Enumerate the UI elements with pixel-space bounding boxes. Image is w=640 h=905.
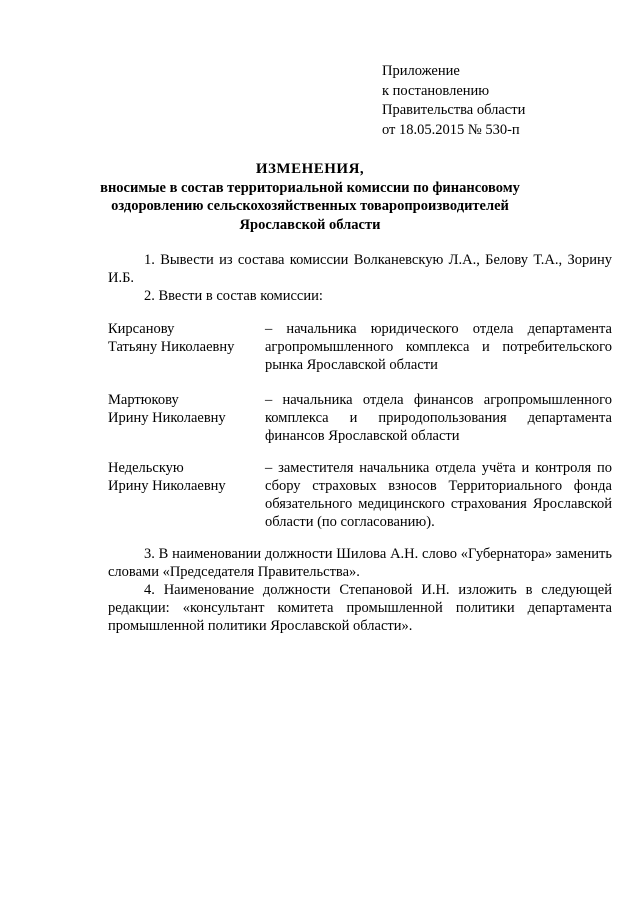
appendix-block [382, 62, 525, 140]
appendix-line: к постановлению [382, 82, 490, 99]
appendix-line: Приложение [382, 63, 460, 79]
member-given-names: Ирину Николаевну [108, 478, 226, 494]
appendix-line: Правительства области [382, 102, 526, 118]
paragraph-4: 4. Наименование должности Степановой И.Н. изложить в следующей редакции: «консультант комитета промышленной политики департамента промышленной политики Ярославской области». [108, 582, 612, 634]
title-subline: вносимые в состав территориальной комиссии по финансовому [100, 179, 520, 196]
member-surname: Мартюкову [108, 392, 179, 408]
paragraph-2: 2. Ввести в состав комиссии: [144, 288, 323, 304]
member-surname: Кирсанову [108, 321, 175, 337]
member-name [108, 459, 258, 495]
member-surname: Недельскую [108, 460, 184, 476]
paragraph-3: 3. В наименовании должности Шилова А.Н. слово «Губернатора» заменить словами «Председателя Правительства». [108, 546, 612, 580]
document-title [100, 160, 520, 234]
title-heading: ИЗМЕНЕНИЯ, [255, 161, 365, 177]
member-given-names: Татьяну Николаевну [108, 339, 235, 355]
member-name [108, 391, 258, 427]
title-subline: Ярославской области [239, 216, 381, 233]
member-position: – начальника юридического отдела департамента агропромышленного комплекса и потребительского рынка Ярославской области [265, 321, 612, 373]
appendix-date-number: от 18.05.2015 № 530-п [382, 121, 520, 138]
paragraph-1: 1. Вывести из состава комиссии Волканевскую Л.А., Белову Т.А., Зорину И.Б. [108, 252, 612, 286]
member-position: – начальника отдела финансов агропромышленного комплекса и природопользования департамента финансов Ярославской области [265, 392, 612, 444]
member-name [108, 320, 258, 356]
member-given-names: Ирину Николаевну [108, 410, 226, 426]
member-position: – заместителя начальника отдела учёта и контроля по сбору страховых взносов Территориального фонда обязательного медицинского страхования Ярославской области (по согласованию). [265, 460, 612, 530]
title-subline: оздоровлению сельскохозяйственных товаропроизводителей [111, 198, 509, 214]
